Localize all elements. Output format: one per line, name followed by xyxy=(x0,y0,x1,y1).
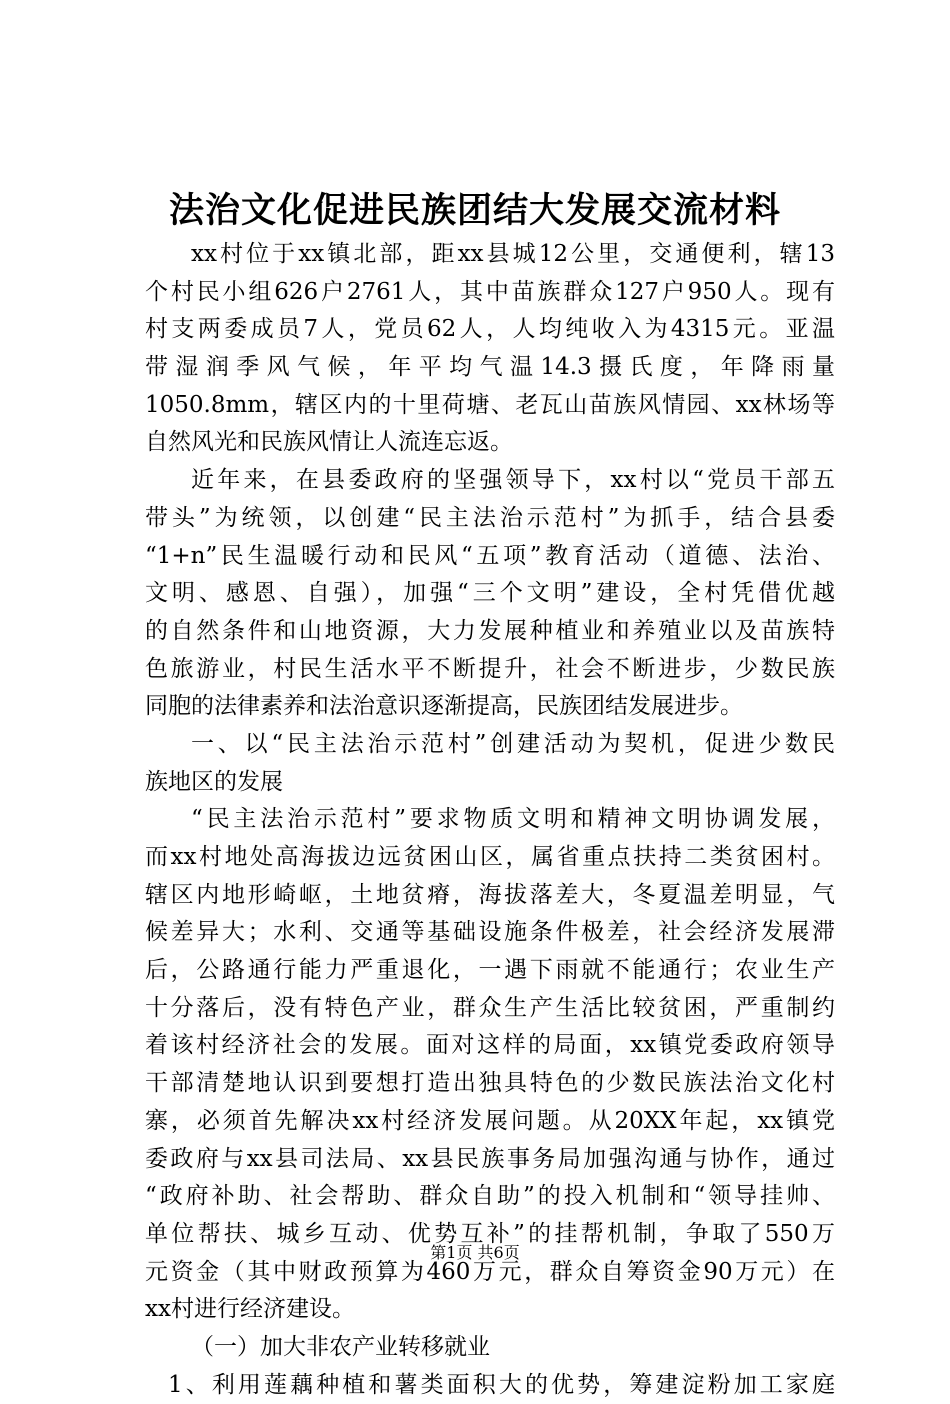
section-heading-line: 一、以“民主法治示范村”创建活动为契机，促进少数民 xyxy=(191,730,835,757)
section-heading-line: 族地区的发展 xyxy=(145,768,283,795)
body-line: 个村民小组626户2761人，其中苗族群众127户950人。现有 xyxy=(145,278,835,305)
body-line: 色旅游业，村民生活水平不断提升，社会不断进步，少数民族 xyxy=(145,655,835,682)
body-line: 单位帮扶、城乡互动、优势互补”的挂帮机制，争取了550万 xyxy=(145,1220,835,1247)
body-line: 而xx村地处高海拔边远贫困山区，属省重点扶持二类贫困村。 xyxy=(145,844,835,870)
document-title: 法治文化促进民族团结大发展交流材料 xyxy=(168,190,781,231)
body-line: 后，公路通行能力严重退化，一遇下雨就不能通行；农业生产 xyxy=(145,957,835,984)
body-line: 干部清楚地认识到要想打造出独具特色的少数民族法治文化村 xyxy=(145,1070,835,1097)
body-line: 带湿润季风气候，年平均气温14.3摄氏度，年降雨量 xyxy=(145,354,835,381)
body-line: 委政府与xx县司法局、xx县民族事务局加强沟通与协作，通过 xyxy=(145,1145,835,1172)
body-line: xx村位于xx镇北部，距xx县城12公里，交通便利，辖13 xyxy=(191,241,835,267)
body-line: 着该村经济社会的发展。面对这样的局面，xx镇党委政府领导 xyxy=(145,1032,835,1059)
body-line: “民主法治示范村”要求物质文明和精神文明协调发展， xyxy=(191,806,835,833)
body-line: 十分落后，没有特色产业，群众生产生活比较贫困，严重制约 xyxy=(145,994,835,1021)
body-line: 同胞的法律素养和法治意识逐渐提高，民族团结发展进步。 xyxy=(145,693,743,720)
body-line: 元资金（其中财政预算为460万元，群众自筹资金90万元）在 xyxy=(145,1258,835,1285)
body-line: 候差异大；水利、交通等基础设施条件极差，社会经济发展滞 xyxy=(145,919,835,946)
body-line: 带头”为统领，以创建“民主法治示范村”为抓手，结合县委 xyxy=(145,504,835,531)
body-line: 近年来，在县委政府的坚强领导下，xx村以“党员干部五 xyxy=(191,467,835,494)
body-line: 自然风光和民族风情让人流连忘返。 xyxy=(145,429,513,456)
document-body xyxy=(145,236,835,1404)
body-line: “1+n”民生温暖行动和民风“五项”教育活动（道德、法治、 xyxy=(145,542,835,569)
body-line: 寨，必须首先解决xx村经济发展问题。从20XX年起，xx镇党 xyxy=(145,1107,835,1134)
body-line: 1、利用莲藕种植和薯类面积大的优势，筹建淀粉加工家庭 xyxy=(168,1371,835,1398)
body-line: “政府补助、社会帮助、群众自助”的投入机制和“领导挂帅、 xyxy=(145,1183,835,1210)
body-line: 村支两委成员7人，党员62人，人均纯收入为4315元。亚温 xyxy=(145,316,835,343)
body-line: 文明、感恩、自强），加强“三个文明”建设，全村凭借优越 xyxy=(145,580,835,607)
page-footer: 第1页 共6页 xyxy=(430,1243,520,1262)
subsection-heading: （一）加大非农产业转移就业 xyxy=(191,1333,490,1360)
body-line: 1050.8mm，辖区内的十里荷塘、老瓦山苗族风情园、xx林场等 xyxy=(145,391,835,418)
body-line: xx村进行经济建设。 xyxy=(145,1296,355,1323)
body-line: 辖区内地形崎岖，土地贫瘠，海拔落差大，冬夏温差明显，气 xyxy=(145,881,835,908)
body-line: 的自然条件和山地资源，大力发展种植业和养殖业以及苗族特 xyxy=(145,617,835,644)
